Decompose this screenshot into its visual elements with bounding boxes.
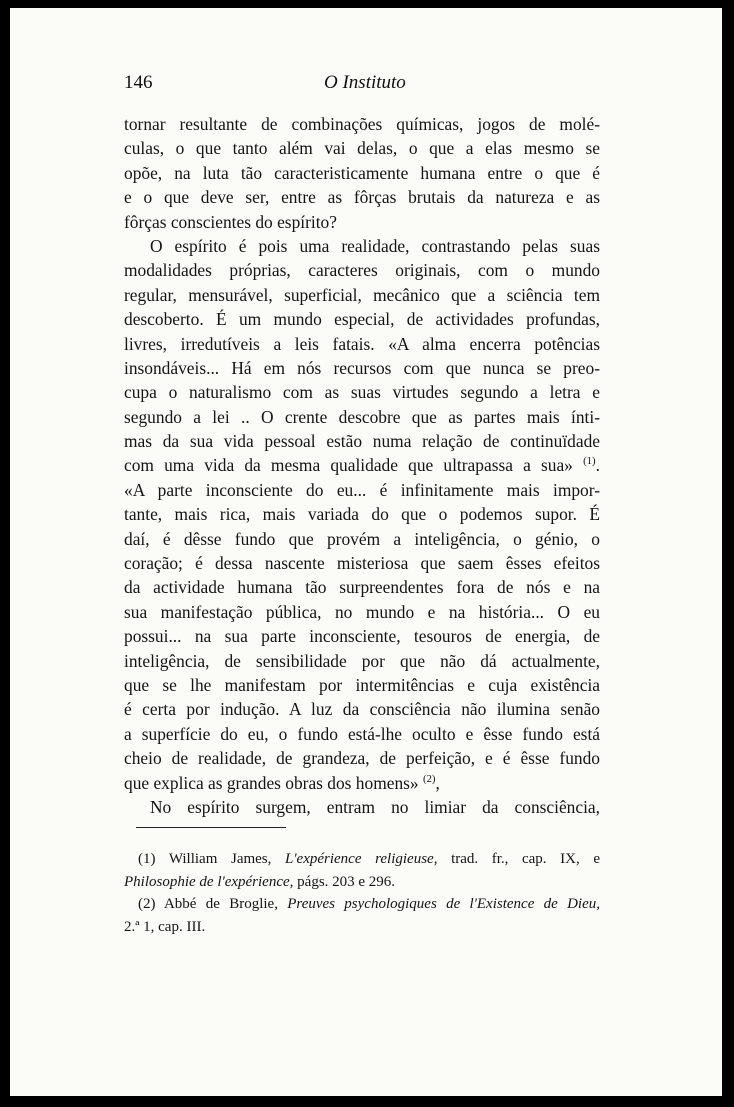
work-title: L'expérience religieuse,	[285, 851, 438, 867]
punctuation: ,	[435, 772, 440, 793]
text-line: a superfície do eu, o fundo está-lhe oculto e êsse fundo está	[124, 723, 600, 744]
running-header	[124, 72, 594, 100]
text-line: insondáveis... Há em nós recursos com que nunca se preo-	[124, 357, 600, 378]
footnote-rule	[136, 827, 286, 828]
text-line: tornar resultante de combinações químicas, jogos de molé-	[124, 114, 600, 134]
text-line: inteligência, de sensibilidade por que não dá actualmente,	[124, 650, 600, 671]
text-line: modalidades próprias, caracteres originais, com o mundo	[124, 260, 600, 281]
footnote-marker: (1)	[138, 851, 156, 867]
body-text	[124, 112, 600, 819]
text-line-content: com uma vida da mesma qualidade que ultrapassa a sua»	[124, 455, 573, 476]
text-line: livres, irredutíveis a leis fatais. «A alma encerra potências	[124, 333, 600, 354]
footnote-2: (2) Abbé de Broglie, Preuves psychologiques de l'Existence de Dieu,	[138, 896, 601, 912]
text-line: descoberto. É um mundo especial, de actividades profundas,	[124, 309, 600, 330]
text-line: tante, mais rica, mais variada do que o podemos supor. É	[124, 504, 600, 525]
footnotes	[124, 848, 600, 938]
text-line: «A parte inconsciente do eu... é infinitamente mais impor-	[124, 479, 600, 500]
work-title: Philosophie de l'expérience,	[124, 873, 294, 890]
footnote-marker: (2)	[138, 896, 156, 912]
footnote-1-continued: Philosophie de l'expérience, págs. 203 e 296.	[124, 873, 396, 890]
text-line: culas, o que tanto além vai delas, o que a elas mesmo se	[124, 138, 600, 159]
text-line: No espírito surgem, entram no limiar da consciência,	[150, 796, 600, 817]
text-line: coração; é dessa nascente misteriosa que saem êsses efeitos	[124, 553, 600, 574]
text-line: fôrças conscientes do espírito?	[124, 211, 337, 232]
text-line: possui... na sua parte inconsciente, tesouros de energia, de	[124, 626, 600, 647]
footnote-ref-2: (2)	[422, 772, 436, 785]
text-line: mas da sua vida pessoal estão numa relação de continuïdade	[124, 431, 600, 452]
punctuation: .	[595, 455, 600, 476]
text-line: daí, é dêsse fundo que provém a inteligência, o génio, o	[124, 528, 600, 549]
work-title: Preuves psychologiques de l'Existence de Dieu,	[287, 896, 601, 912]
text-line: e o que deve ser, entre as fôrças brutais da natureza e as	[124, 187, 600, 208]
text-line: da actividade humana tão surpreendentes fora de nós e na	[124, 577, 600, 598]
text-line: opõe, na luta tão caracteristicamente humana entre o que é	[124, 162, 600, 183]
page-number: 146	[124, 72, 153, 93]
text-line: regular, mensurável, superficial, mecânico que a sciência tem	[124, 284, 600, 305]
text-line: O espírito é pois uma realidade, contrastando pelas suas	[150, 235, 600, 256]
text-line: cheio de realidade, de grandeza, de perfeição, e é êsse fundo	[124, 748, 600, 769]
text-line: cupa o naturalismo com as suas virtudes segundo a letra e	[124, 382, 600, 403]
text-line: segundo a lei .. O crente descobre que as partes mais ínti-	[124, 406, 600, 427]
text-line	[124, 453, 600, 477]
text-line: sua manifestação pública, no mundo e na história... O eu	[124, 601, 600, 622]
text-line-content: que explica as grandes obras dos homens»	[124, 772, 419, 793]
running-title: O Instituto	[324, 72, 406, 93]
footnote-2-continued: 2.ª 1, cap. III.	[124, 918, 206, 935]
text-line: que se lhe manifestam por intermitências e cuja existência	[124, 674, 600, 695]
text-line: é certa por indução. A luz da consciência não ilumina senão	[124, 699, 600, 720]
text-line	[124, 771, 600, 795]
footnote-ref-1: (1)	[583, 455, 596, 468]
footnote-1: (1) William James, L'expérience religieuse, trad. fr., cap. IX, e	[138, 851, 600, 867]
